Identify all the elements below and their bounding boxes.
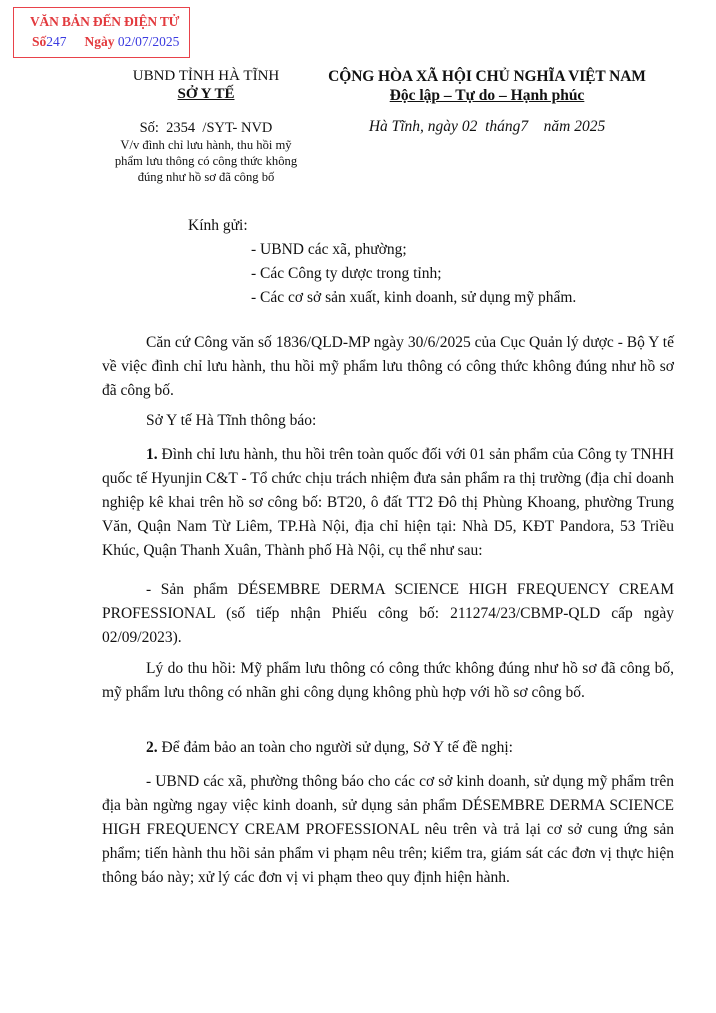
document-number: Số: 2354 /SYT- NVD <box>139 120 273 136</box>
issuing-agency: UBND TỈNH HÀ TĨNH <box>132 68 280 84</box>
item-2-paragraph <box>102 736 674 760</box>
recipient-item: - UBND các xã, phường; <box>251 241 407 258</box>
stamp-number-value: 247 <box>46 34 67 49</box>
document-date: Hà Tĩnh, ngày 02 tháng7 năm 2025 <box>368 118 606 135</box>
stamp-number-label: Số <box>32 34 47 49</box>
subject-line: phẩm lưu thông có công thức không <box>114 154 298 168</box>
item-1-paragraph <box>102 443 674 563</box>
stamp-details <box>32 34 179 50</box>
request-paragraph: - UBND các xã, phường thông báo cho các cơ sở kinh doanh, sử dụng mỹ phẩm trên địa bàn ngừng ngay việc kinh doanh, sử dụng sản phẩm DÉSEMBRE DERMA SCIENCE HIGH FREQUENCY CREAM PROFESSIONAL nêu trên và trả lại cơ sở cung ứng sản phẩm; tiến hành thu hồi sản phẩm vi phạm nêu trên; kiểm tra, giám sát các đơn vị thực hiện thông báo này; xử lý các đơn vị vi phạm theo quy định hiện hành. <box>102 773 674 886</box>
document-subject <box>96 137 316 185</box>
stamp-title: VĂN BẢN ĐẾN ĐIỆN TỬ <box>30 14 180 29</box>
product-paragraph: - Sản phẩm DÉSEMBRE DERMA SCIENCE HIGH FREQUENCY CREAM PROFESSIONAL (số tiếp nhận Phiếu công bố: 211274/23/CBMP-QLD cấp ngày 02/09/2023). <box>102 581 674 646</box>
recipient-item: - Các Công ty dược trong tỉnh; <box>251 265 442 282</box>
stamp-date-value: 02/07/2025 <box>117 34 180 49</box>
issuing-department: SỞ Y TẾ <box>177 86 235 102</box>
recipient-item: - Các cơ sở sản xuất, kinh doanh, sử dụng mỹ phẩm. <box>251 289 577 306</box>
salutation: Kính gửi: <box>188 217 248 234</box>
subject-line: V/v đình chỉ lưu hành, thu hồi mỹ <box>120 138 292 152</box>
item-1-number: 1. <box>146 446 158 463</box>
basis-paragraph: Căn cứ Công văn số 1836/QLD-MP ngày 30/6/2025 của Cục Quản lý dược - Bộ Y tế về việc đình chỉ lưu hành, thu hồi mỹ phẩm lưu thông có công thức không đúng như hồ sơ đã công bố. <box>102 334 674 399</box>
national-title: CỘNG HÒA XÃ HỘI CHỦ NGHĨA VIỆT NAM <box>328 68 646 85</box>
subject-line: đúng như hồ sơ đã công bố <box>137 170 275 184</box>
stamp-date-label: Ngày <box>84 34 115 49</box>
national-motto: Độc lập – Tự do – Hạnh phúc <box>389 87 585 104</box>
item-2-number: 2. <box>146 739 158 756</box>
item-2-text: Để đảm bảo an toàn cho người sử dụng, Sở Y tế đề nghị: <box>157 739 513 756</box>
incoming-document-stamp <box>13 7 190 58</box>
announcement: Sở Y tế Hà Tĩnh thông báo: <box>146 412 317 429</box>
item-1-text: Đình chỉ lưu hành, thu hồi trên toàn quốc đối với 01 sản phẩm của Công ty TNHH quốc tế Hyunjin C&T - Tổ chức chịu trách nhiệm đưa sản phẩm ra thị trường (địa chỉ doanh nghiệp kê khai trên hồ sơ công bố: BT20, ô đất TT2 Đô thị Phùng Khoang, phường Trung Văn, Quận Nam Từ Liêm, TP.Hà Nội, địa chỉ hiện tại: Nhà D5, KĐT Pandora, 53 Triều Khúc, Quận Thanh Xuân, Thành phố Hà Nội, cụ thể như sau: <box>102 446 674 559</box>
reason-paragraph: Lý do thu hồi: Mỹ phẩm lưu thông có công thức không đúng như hồ sơ đã công bố, mỹ phẩm lưu thông có nhãn ghi công dụng không phù hợp với hồ sơ công bố. <box>102 660 674 701</box>
